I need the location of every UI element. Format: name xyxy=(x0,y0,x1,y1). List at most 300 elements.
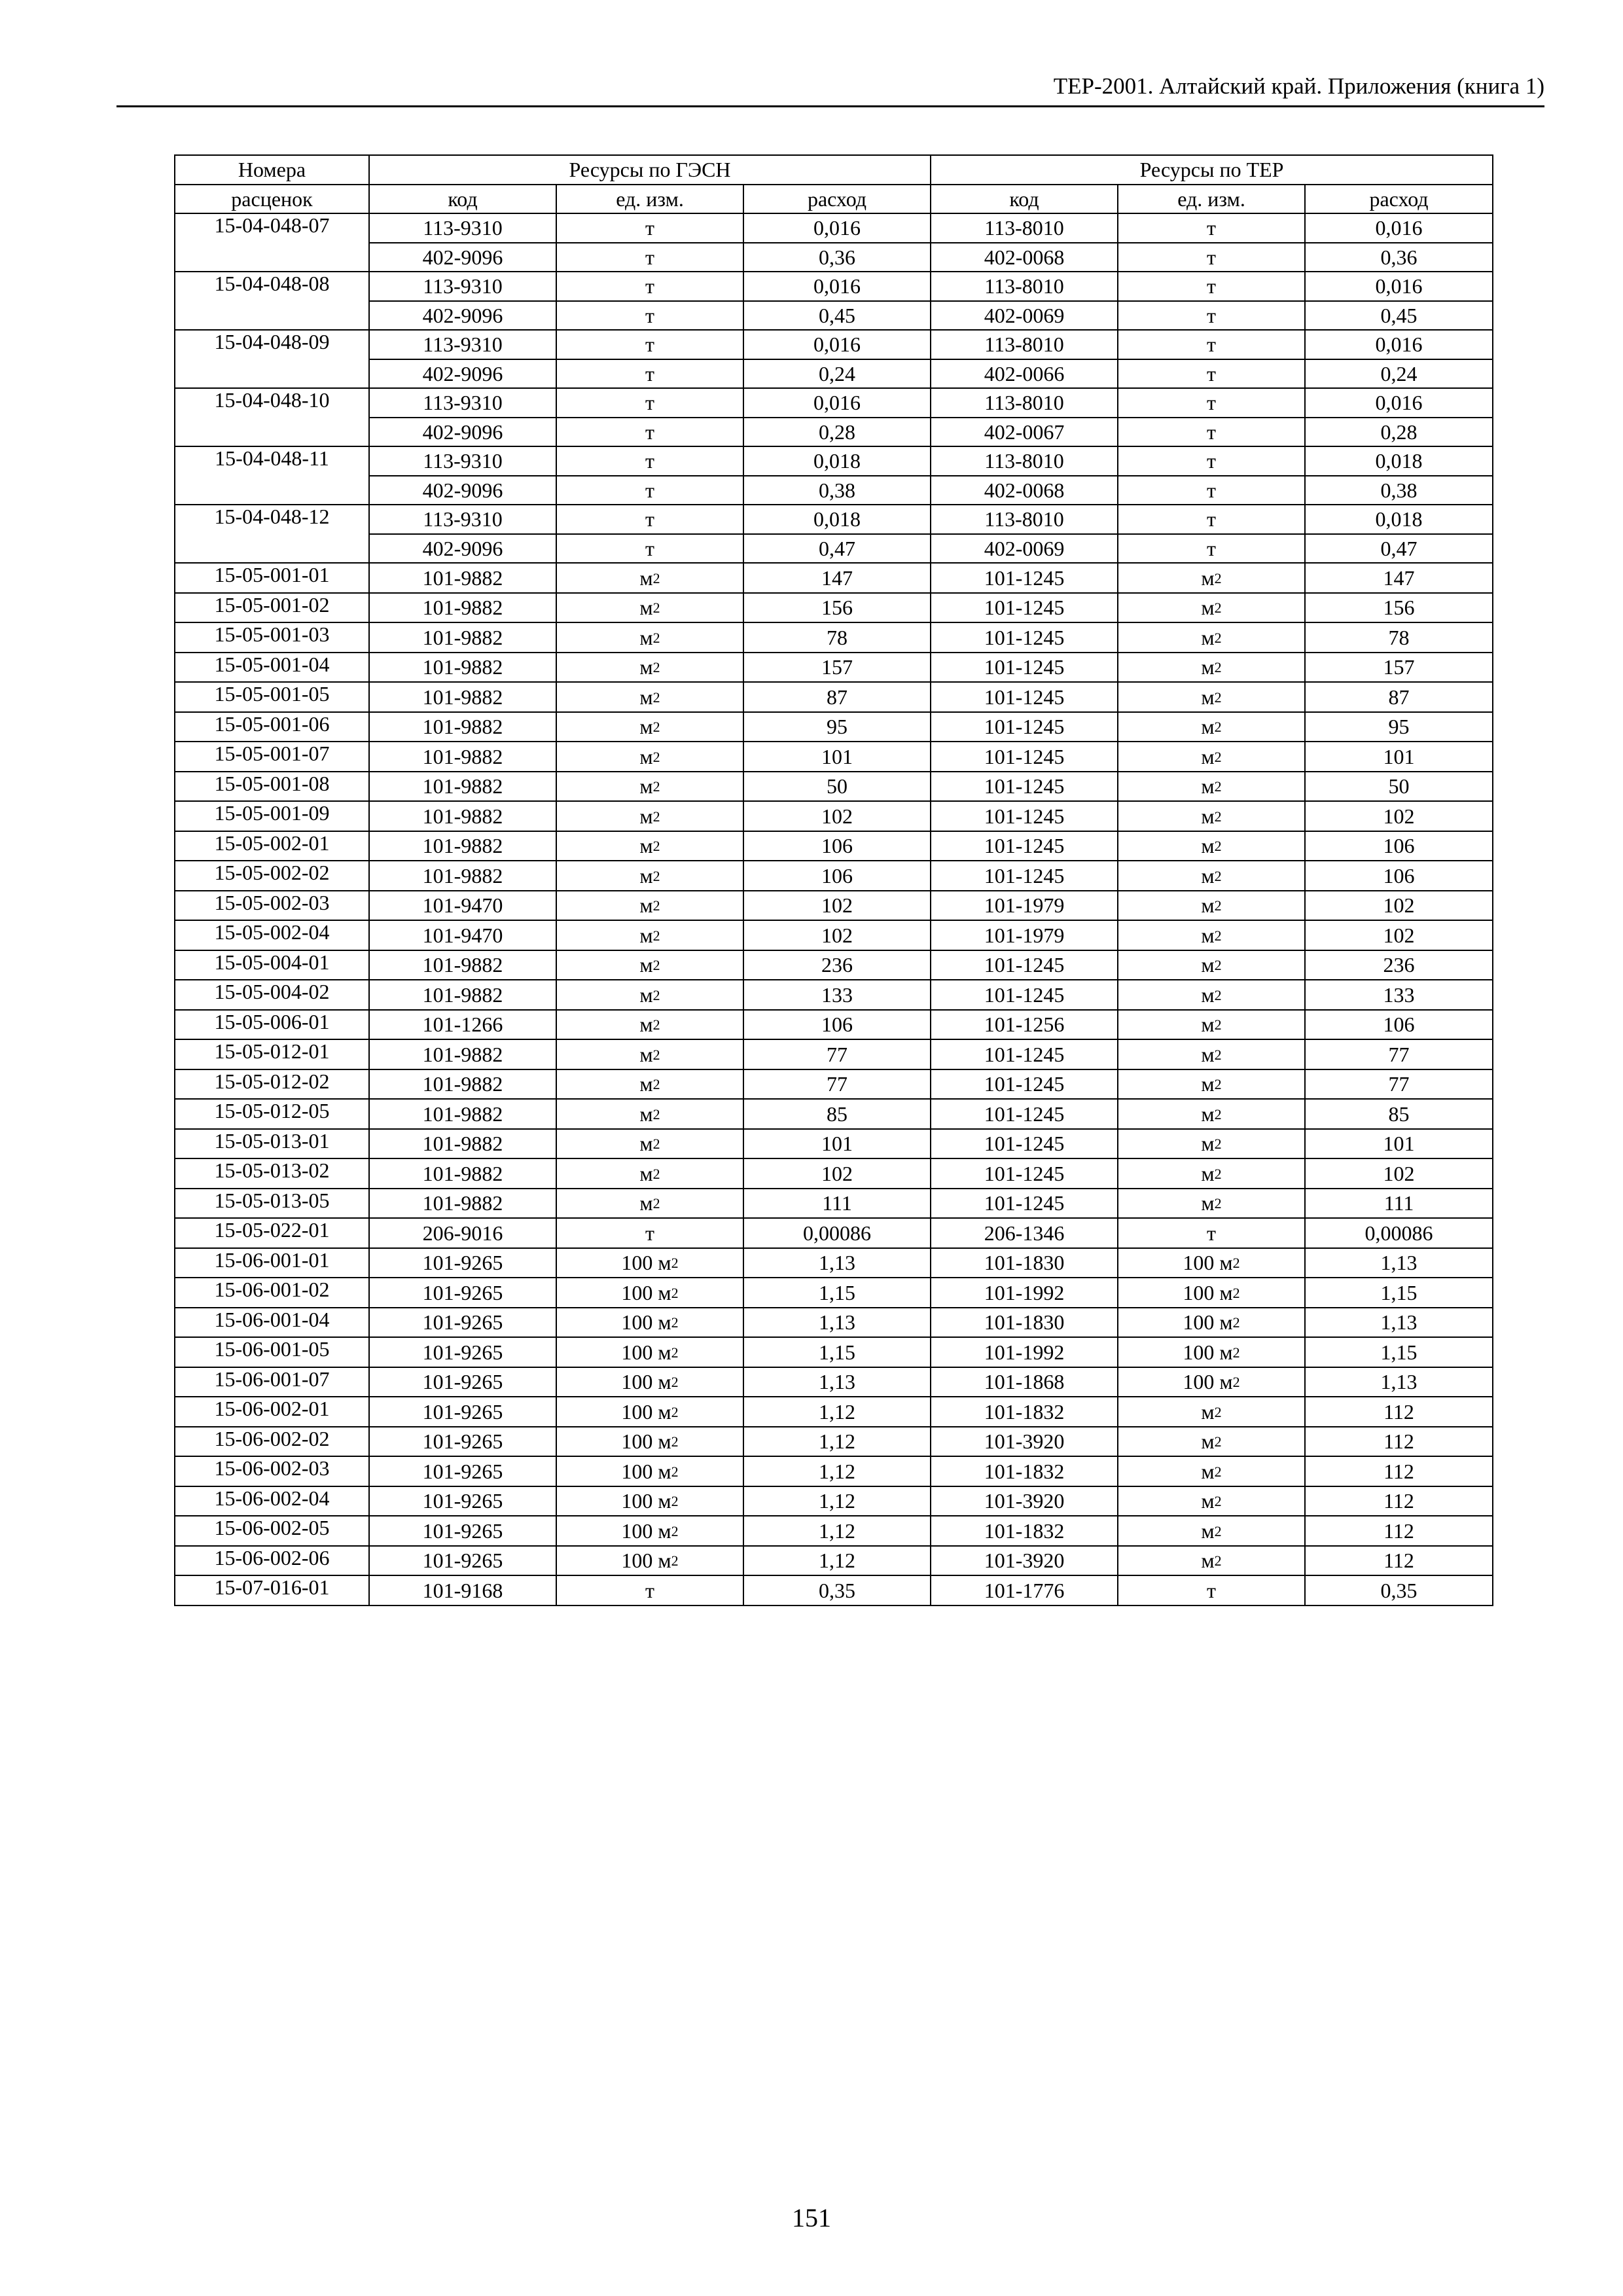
ter-unit-cell: $м^2$ xyxy=(1118,1158,1305,1189)
gesn-code-cell: 101-9265 xyxy=(369,1397,556,1427)
ter-unit-cell: $м^2$ xyxy=(1118,1486,1305,1516)
page-number: 151 xyxy=(792,2203,831,2233)
ter-unit-cell: т xyxy=(1118,359,1305,389)
gesn-unit-cell: $м^2$ xyxy=(556,1189,743,1219)
gesn-code-cell: 101-9882 xyxy=(369,653,556,683)
ter-qty-cell: 0,28 xyxy=(1305,418,1493,447)
gesn-qty-cell: 95 xyxy=(743,712,931,742)
ter-code-cell: 101-1832 xyxy=(931,1516,1118,1546)
ter-code-cell: 402-0069 xyxy=(931,534,1118,564)
resources-table xyxy=(174,154,1493,1606)
gesn-qty-cell: 0,36 xyxy=(743,243,931,272)
ter-qty-cell: 111 xyxy=(1305,1189,1493,1219)
gesn-unit-cell: $м^2$ xyxy=(556,891,743,921)
ter-code-cell: 402-0069 xyxy=(931,301,1118,331)
gesn-code-cell: 402-9096 xyxy=(369,476,556,505)
gesn-code-cell: 101-9882 xyxy=(369,980,556,1010)
gesn-unit-cell: 100 $м^2$ xyxy=(556,1427,743,1457)
ter-unit-cell: 100 $м^2$ xyxy=(1118,1308,1305,1338)
gesn-code-cell: 113-9310 xyxy=(369,446,556,476)
gesn-qty-cell: 133 xyxy=(743,980,931,1010)
table-row xyxy=(175,742,1493,772)
table-row xyxy=(175,1010,1493,1040)
gesn-unit-cell: $м^2$ xyxy=(556,712,743,742)
rate-number-cell: 15-06-002-02 xyxy=(175,1427,369,1457)
ter-qty-cell: 77 xyxy=(1305,1069,1493,1100)
rate-number-cell: 15-05-001-06 xyxy=(175,712,369,742)
ter-qty-cell: 106 xyxy=(1305,1010,1493,1040)
gesn-code-cell: 101-9882 xyxy=(369,682,556,712)
rate-number-cell: 15-05-002-01 xyxy=(175,831,369,861)
gesn-unit-cell: т xyxy=(556,330,743,359)
gesn-code-cell: 101-9882 xyxy=(369,861,556,891)
rate-number-cell: 15-07-016-01 xyxy=(175,1575,369,1605)
ter-qty-cell: 0,018 xyxy=(1305,446,1493,476)
gesn-qty-cell: 1,12 xyxy=(743,1427,931,1457)
ter-unit-cell: 100 $м^2$ xyxy=(1118,1278,1305,1308)
rate-number-cell: 15-05-013-05 xyxy=(175,1189,369,1219)
gesn-unit-cell: $м^2$ xyxy=(556,742,743,772)
ter-unit-cell: $м^2$ xyxy=(1118,712,1305,742)
gesn-unit-cell: $м^2$ xyxy=(556,950,743,980)
ter-unit-cell: $м^2$ xyxy=(1118,1546,1305,1576)
ter-qty-cell: 0,36 xyxy=(1305,243,1493,272)
ter-qty-cell: 112 xyxy=(1305,1486,1493,1516)
table-row xyxy=(175,1069,1493,1100)
ter-qty-cell: 0,016 xyxy=(1305,272,1493,301)
gesn-code-cell: 101-9470 xyxy=(369,891,556,921)
ter-code-cell: 101-1245 xyxy=(931,1129,1118,1159)
gesn-qty-cell: 1,12 xyxy=(743,1486,931,1516)
gesn-qty-cell: 101 xyxy=(743,742,931,772)
rate-number-cell: 15-05-001-08 xyxy=(175,772,369,802)
gesn-qty-cell: 1,12 xyxy=(743,1516,931,1546)
ter-qty-cell: 106 xyxy=(1305,861,1493,891)
rate-number-cell: 15-04-048-12 xyxy=(175,505,369,563)
ter-code-cell: 101-3920 xyxy=(931,1546,1118,1576)
gesn-code-cell: 101-9265 xyxy=(369,1456,556,1486)
table-row xyxy=(175,1248,1493,1278)
rate-number-cell: 15-06-001-04 xyxy=(175,1308,369,1338)
ter-unit-cell: $м^2$ xyxy=(1118,1189,1305,1219)
gesn-qty-cell: 0,38 xyxy=(743,476,931,505)
ter-unit-cell: т xyxy=(1118,213,1305,243)
ter-unit-cell: $м^2$ xyxy=(1118,1069,1305,1100)
rate-number-cell: 15-06-001-07 xyxy=(175,1367,369,1397)
gesn-unit-cell: т xyxy=(556,505,743,534)
gesn-unit-cell: 100 $м^2$ xyxy=(556,1397,743,1427)
table-row xyxy=(175,801,1493,831)
ter-code-cell: 101-1830 xyxy=(931,1308,1118,1338)
ter-unit-cell: т xyxy=(1118,534,1305,564)
ter-code-cell: 101-1256 xyxy=(931,1010,1118,1040)
header-ter-code: код xyxy=(931,185,1118,214)
ter-code-cell: 101-1979 xyxy=(931,920,1118,950)
table-row xyxy=(175,476,1493,505)
ter-unit-cell: т xyxy=(1118,505,1305,534)
gesn-qty-cell: 106 xyxy=(743,831,931,861)
table-header-row-1 xyxy=(175,155,1493,185)
gesn-qty-cell: 102 xyxy=(743,920,931,950)
ter-qty-cell: 1,15 xyxy=(1305,1278,1493,1308)
gesn-unit-cell: 100 $м^2$ xyxy=(556,1516,743,1546)
gesn-code-cell: 113-9310 xyxy=(369,388,556,418)
gesn-unit-cell: т xyxy=(556,359,743,389)
gesn-unit-cell: т xyxy=(556,388,743,418)
table-row xyxy=(175,1129,1493,1159)
header-divider xyxy=(116,105,1544,107)
ter-unit-cell: т xyxy=(1118,476,1305,505)
table-row xyxy=(175,1427,1493,1457)
gesn-qty-cell: 0,35 xyxy=(743,1575,931,1605)
gesn-code-cell: 101-9882 xyxy=(369,1158,556,1189)
rate-number-cell: 15-05-001-07 xyxy=(175,742,369,772)
gesn-unit-cell: 100 $м^2$ xyxy=(556,1337,743,1367)
rate-number-cell: 15-05-022-01 xyxy=(175,1218,369,1248)
ter-unit-cell: $м^2$ xyxy=(1118,891,1305,921)
gesn-unit-cell: т xyxy=(556,272,743,301)
gesn-code-cell: 113-9310 xyxy=(369,213,556,243)
rate-number-cell: 15-05-004-02 xyxy=(175,980,369,1010)
ter-code-cell: 101-1992 xyxy=(931,1337,1118,1367)
gesn-unit-cell: $м^2$ xyxy=(556,1099,743,1129)
table-row xyxy=(175,505,1493,534)
ter-unit-cell: 100 $м^2$ xyxy=(1118,1367,1305,1397)
rate-number-cell: 15-06-001-02 xyxy=(175,1278,369,1308)
ter-code-cell: 101-1979 xyxy=(931,891,1118,921)
gesn-qty-cell: 0,018 xyxy=(743,505,931,534)
ter-unit-cell: т xyxy=(1118,446,1305,476)
gesn-qty-cell: 156 xyxy=(743,593,931,623)
ter-unit-cell: $м^2$ xyxy=(1118,593,1305,623)
ter-code-cell: 101-1245 xyxy=(931,801,1118,831)
rate-number-cell: 15-06-002-05 xyxy=(175,1516,369,1546)
gesn-unit-cell: 100 $м^2$ xyxy=(556,1486,743,1516)
ter-unit-cell: $м^2$ xyxy=(1118,742,1305,772)
table-row xyxy=(175,861,1493,891)
gesn-qty-cell: 1,13 xyxy=(743,1367,931,1397)
header-group-ter: Ресурсы по ТЕР xyxy=(931,155,1493,185)
ter-code-cell: 113-8010 xyxy=(931,446,1118,476)
gesn-code-cell: 113-9310 xyxy=(369,330,556,359)
ter-qty-cell: 1,15 xyxy=(1305,1337,1493,1367)
header-numbers-bottom: расценок xyxy=(175,185,369,214)
gesn-code-cell: 101-9168 xyxy=(369,1575,556,1605)
header-ter-qty: расход xyxy=(1305,185,1493,214)
gesn-code-cell: 101-9882 xyxy=(369,801,556,831)
ter-qty-cell: 106 xyxy=(1305,831,1493,861)
gesn-unit-cell: 100 $м^2$ xyxy=(556,1278,743,1308)
gesn-unit-cell: $м^2$ xyxy=(556,653,743,683)
ter-code-cell: 101-1245 xyxy=(931,563,1118,593)
ter-qty-cell: 101 xyxy=(1305,742,1493,772)
table-row xyxy=(175,1337,1493,1367)
gesn-unit-cell: 100 $м^2$ xyxy=(556,1456,743,1486)
gesn-code-cell: 101-9470 xyxy=(369,920,556,950)
ter-code-cell: 101-1992 xyxy=(931,1278,1118,1308)
ter-unit-cell: $м^2$ xyxy=(1118,1010,1305,1040)
gesn-qty-cell: 102 xyxy=(743,1158,931,1189)
ter-unit-cell: 100 $м^2$ xyxy=(1118,1337,1305,1367)
gesn-qty-cell: 85 xyxy=(743,1099,931,1129)
ter-qty-cell: 102 xyxy=(1305,801,1493,831)
ter-code-cell: 101-1245 xyxy=(931,593,1118,623)
rate-number-cell: 15-04-048-07 xyxy=(175,213,369,272)
ter-code-cell: 206-1346 xyxy=(931,1218,1118,1248)
gesn-unit-cell: $м^2$ xyxy=(556,980,743,1010)
ter-unit-cell: $м^2$ xyxy=(1118,1397,1305,1427)
gesn-qty-cell: 1,12 xyxy=(743,1456,931,1486)
ter-code-cell: 101-1245 xyxy=(931,950,1118,980)
gesn-qty-cell: 0,016 xyxy=(743,272,931,301)
rate-number-cell: 15-06-002-03 xyxy=(175,1456,369,1486)
ter-code-cell: 101-1776 xyxy=(931,1575,1118,1605)
table-row xyxy=(175,831,1493,861)
rate-number-cell: 15-05-002-02 xyxy=(175,861,369,891)
gesn-code-cell: 101-9882 xyxy=(369,742,556,772)
gesn-unit-cell: $м^2$ xyxy=(556,831,743,861)
ter-code-cell: 113-8010 xyxy=(931,213,1118,243)
ter-code-cell: 101-1832 xyxy=(931,1456,1118,1486)
table-row xyxy=(175,1189,1493,1219)
table-row xyxy=(175,950,1493,980)
rate-number-cell: 15-04-048-11 xyxy=(175,446,369,505)
ter-qty-cell: 0,35 xyxy=(1305,1575,1493,1605)
gesn-unit-cell: $м^2$ xyxy=(556,563,743,593)
gesn-qty-cell: 111 xyxy=(743,1189,931,1219)
gesn-qty-cell: 0,28 xyxy=(743,418,931,447)
ter-unit-cell: $м^2$ xyxy=(1118,622,1305,653)
table-row xyxy=(175,622,1493,653)
gesn-unit-cell: т xyxy=(556,213,743,243)
ter-code-cell: 402-0068 xyxy=(931,243,1118,272)
gesn-unit-cell: $м^2$ xyxy=(556,1010,743,1040)
gesn-qty-cell: 0,00086 xyxy=(743,1218,931,1248)
gesn-qty-cell: 0,016 xyxy=(743,213,931,243)
ter-code-cell: 402-0067 xyxy=(931,418,1118,447)
gesn-code-cell: 402-9096 xyxy=(369,301,556,331)
rate-number-cell: 15-05-002-03 xyxy=(175,891,369,921)
ter-qty-cell: 77 xyxy=(1305,1039,1493,1069)
ter-code-cell: 101-1245 xyxy=(931,712,1118,742)
ter-qty-cell: 101 xyxy=(1305,1129,1493,1159)
ter-qty-cell: 133 xyxy=(1305,980,1493,1010)
gesn-qty-cell: 0,24 xyxy=(743,359,931,389)
table-row xyxy=(175,1397,1493,1427)
ter-code-cell: 101-1245 xyxy=(931,1158,1118,1189)
gesn-qty-cell: 106 xyxy=(743,1010,931,1040)
gesn-code-cell: 101-9882 xyxy=(369,1069,556,1100)
gesn-unit-cell: 100 $м^2$ xyxy=(556,1546,743,1576)
gesn-qty-cell: 78 xyxy=(743,622,931,653)
gesn-qty-cell: 147 xyxy=(743,563,931,593)
gesn-code-cell: 101-9265 xyxy=(369,1367,556,1397)
table-row xyxy=(175,1039,1493,1069)
ter-qty-cell: 1,13 xyxy=(1305,1248,1493,1278)
ter-qty-cell: 0,38 xyxy=(1305,476,1493,505)
gesn-unit-cell: т xyxy=(556,534,743,564)
gesn-code-cell: 101-9882 xyxy=(369,1189,556,1219)
rate-number-cell: 15-05-004-01 xyxy=(175,950,369,980)
gesn-unit-cell: $м^2$ xyxy=(556,920,743,950)
gesn-code-cell: 113-9310 xyxy=(369,505,556,534)
gesn-unit-cell: $м^2$ xyxy=(556,1158,743,1189)
header-group-gesn: Ресурсы по ГЭСН xyxy=(369,155,931,185)
ter-code-cell: 101-1868 xyxy=(931,1367,1118,1397)
ter-qty-cell: 0,016 xyxy=(1305,330,1493,359)
table-row xyxy=(175,1456,1493,1486)
gesn-unit-cell: т xyxy=(556,243,743,272)
table-row xyxy=(175,359,1493,389)
gesn-qty-cell: 0,45 xyxy=(743,301,931,331)
gesn-unit-cell: т xyxy=(556,1218,743,1248)
rate-number-cell: 15-04-048-08 xyxy=(175,272,369,330)
gesn-unit-cell: $м^2$ xyxy=(556,682,743,712)
gesn-qty-cell: 0,016 xyxy=(743,388,931,418)
ter-qty-cell: 78 xyxy=(1305,622,1493,653)
ter-unit-cell: $м^2$ xyxy=(1118,1039,1305,1069)
table-row xyxy=(175,682,1493,712)
header-gesn-qty: расход xyxy=(743,185,931,214)
table-row xyxy=(175,330,1493,359)
table-row xyxy=(175,388,1493,418)
page-header-title: ТЕР-2001. Алтайский край. Приложения (книга 1) xyxy=(1053,73,1544,99)
ter-unit-cell: $м^2$ xyxy=(1118,1129,1305,1159)
table-row xyxy=(175,272,1493,301)
gesn-qty-cell: 87 xyxy=(743,682,931,712)
ter-code-cell: 101-1245 xyxy=(931,831,1118,861)
gesn-code-cell: 101-9265 xyxy=(369,1248,556,1278)
ter-code-cell: 101-1830 xyxy=(931,1248,1118,1278)
ter-qty-cell: 0,016 xyxy=(1305,213,1493,243)
table-row xyxy=(175,1218,1493,1248)
ter-code-cell: 101-1245 xyxy=(931,980,1118,1010)
rate-number-cell: 15-06-001-01 xyxy=(175,1248,369,1278)
gesn-code-cell: 101-9265 xyxy=(369,1308,556,1338)
header-ter-unit: ед. изм. xyxy=(1118,185,1305,214)
ter-unit-cell: $м^2$ xyxy=(1118,1427,1305,1457)
ter-unit-cell: т xyxy=(1118,272,1305,301)
table-row xyxy=(175,446,1493,476)
gesn-code-cell: 402-9096 xyxy=(369,534,556,564)
table-row xyxy=(175,1099,1493,1129)
gesn-code-cell: 113-9310 xyxy=(369,272,556,301)
ter-qty-cell: 112 xyxy=(1305,1427,1493,1457)
rate-number-cell: 15-06-001-05 xyxy=(175,1337,369,1367)
ter-qty-cell: 0,016 xyxy=(1305,388,1493,418)
gesn-qty-cell: 101 xyxy=(743,1129,931,1159)
rate-number-cell: 15-05-013-01 xyxy=(175,1129,369,1159)
ter-unit-cell: 100 $м^2$ xyxy=(1118,1248,1305,1278)
rate-number-cell: 15-05-013-02 xyxy=(175,1158,369,1189)
ter-unit-cell: $м^2$ xyxy=(1118,980,1305,1010)
gesn-unit-cell: т xyxy=(556,446,743,476)
table-row xyxy=(175,653,1493,683)
gesn-code-cell: 101-9882 xyxy=(369,712,556,742)
ter-unit-cell: $м^2$ xyxy=(1118,772,1305,802)
gesn-code-cell: 402-9096 xyxy=(369,243,556,272)
gesn-code-cell: 101-9882 xyxy=(369,1039,556,1069)
table-row xyxy=(175,891,1493,921)
table-row xyxy=(175,920,1493,950)
rate-number-cell: 15-05-012-05 xyxy=(175,1099,369,1129)
ter-code-cell: 101-1245 xyxy=(931,861,1118,891)
ter-qty-cell: 112 xyxy=(1305,1397,1493,1427)
rate-number-cell: 15-05-001-01 xyxy=(175,563,369,593)
gesn-unit-cell: 100 $м^2$ xyxy=(556,1248,743,1278)
ter-qty-cell: 0,47 xyxy=(1305,534,1493,564)
gesn-qty-cell: 1,13 xyxy=(743,1248,931,1278)
gesn-unit-cell: $м^2$ xyxy=(556,1039,743,1069)
gesn-unit-cell: т xyxy=(556,476,743,505)
ter-code-cell: 101-1245 xyxy=(931,653,1118,683)
table-row xyxy=(175,534,1493,564)
gesn-qty-cell: 0,018 xyxy=(743,446,931,476)
ter-unit-cell: т xyxy=(1118,418,1305,447)
gesn-qty-cell: 102 xyxy=(743,891,931,921)
ter-code-cell: 101-1245 xyxy=(931,1189,1118,1219)
ter-unit-cell: т xyxy=(1118,388,1305,418)
gesn-qty-cell: 1,15 xyxy=(743,1278,931,1308)
ter-code-cell: 101-1245 xyxy=(931,1039,1118,1069)
ter-code-cell: 402-0066 xyxy=(931,359,1118,389)
ter-unit-cell: т xyxy=(1118,301,1305,331)
gesn-code-cell: 101-9265 xyxy=(369,1427,556,1457)
gesn-code-cell: 101-9882 xyxy=(369,622,556,653)
ter-qty-cell: 112 xyxy=(1305,1456,1493,1486)
table-row xyxy=(175,1278,1493,1308)
gesn-code-cell: 101-1266 xyxy=(369,1010,556,1040)
ter-unit-cell: $м^2$ xyxy=(1118,682,1305,712)
gesn-qty-cell: 0,47 xyxy=(743,534,931,564)
gesn-code-cell: 101-9882 xyxy=(369,1129,556,1159)
gesn-code-cell: 402-9096 xyxy=(369,418,556,447)
table-row xyxy=(175,1158,1493,1189)
gesn-unit-cell: 100 $м^2$ xyxy=(556,1308,743,1338)
gesn-code-cell: 101-9882 xyxy=(369,831,556,861)
header-gesn-code: код xyxy=(369,185,556,214)
ter-unit-cell: $м^2$ xyxy=(1118,801,1305,831)
table-row xyxy=(175,213,1493,243)
ter-unit-cell: $м^2$ xyxy=(1118,1099,1305,1129)
table-row xyxy=(175,1546,1493,1576)
rate-number-cell: 15-05-001-09 xyxy=(175,801,369,831)
gesn-code-cell: 101-9882 xyxy=(369,772,556,802)
rate-number-cell: 15-04-048-09 xyxy=(175,330,369,388)
ter-qty-cell: 0,018 xyxy=(1305,505,1493,534)
rate-number-cell: 15-05-001-02 xyxy=(175,593,369,623)
rate-number-cell: 15-05-002-04 xyxy=(175,920,369,950)
rate-number-cell: 15-04-048-10 xyxy=(175,388,369,446)
gesn-unit-cell: т xyxy=(556,301,743,331)
table-row xyxy=(175,1575,1493,1605)
rate-number-cell: 15-06-002-01 xyxy=(175,1397,369,1427)
gesn-code-cell: 101-9265 xyxy=(369,1546,556,1576)
gesn-code-cell: 206-9016 xyxy=(369,1218,556,1248)
gesn-unit-cell: $м^2$ xyxy=(556,1069,743,1100)
gesn-qty-cell: 1,12 xyxy=(743,1397,931,1427)
gesn-qty-cell: 0,016 xyxy=(743,330,931,359)
gesn-code-cell: 101-9265 xyxy=(369,1337,556,1367)
table-row xyxy=(175,301,1493,331)
ter-code-cell: 113-8010 xyxy=(931,505,1118,534)
ter-qty-cell: 156 xyxy=(1305,593,1493,623)
ter-qty-cell: 1,13 xyxy=(1305,1308,1493,1338)
table-row xyxy=(175,1308,1493,1338)
gesn-unit-cell: $м^2$ xyxy=(556,622,743,653)
ter-code-cell: 101-1245 xyxy=(931,1099,1118,1129)
ter-code-cell: 101-1245 xyxy=(931,622,1118,653)
